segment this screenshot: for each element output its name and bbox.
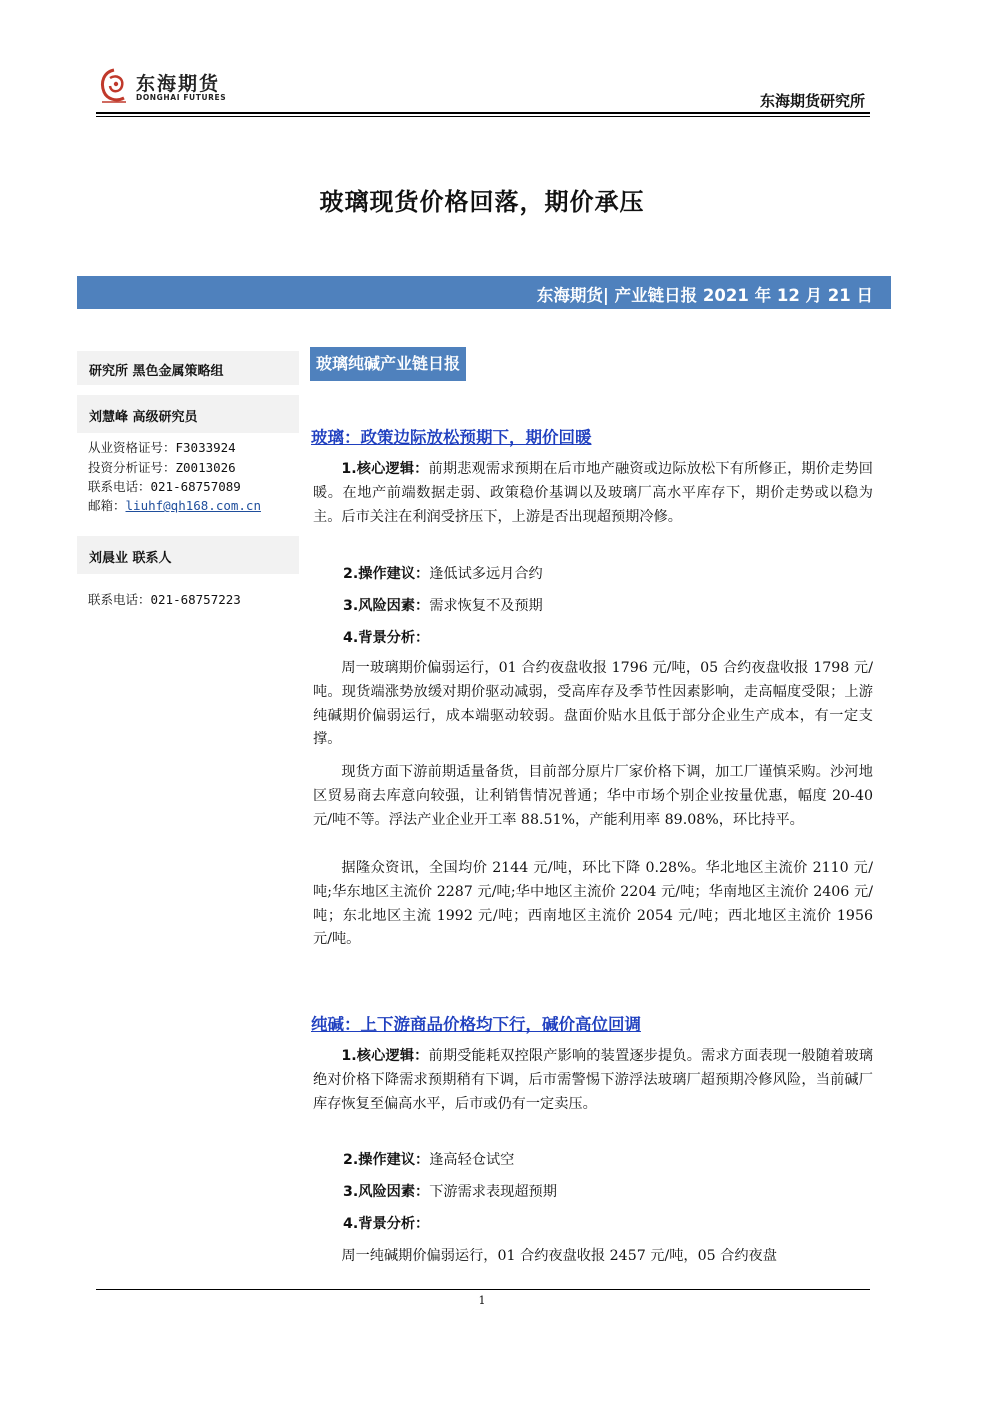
soda-risk-label: 3.风险因素： <box>343 1184 430 1200</box>
glass-heading[interactable]: 玻璃：政策边际放松预期下，期价回暖 <box>311 428 592 447</box>
soda-risk <box>343 1181 557 1201</box>
sidebar-analyst-box <box>77 395 299 433</box>
soda-core-logic <box>313 1045 873 1116</box>
glass-risk-label: 3.风险因素： <box>343 598 430 614</box>
soda-advice <box>343 1149 514 1169</box>
report-banner-text: 东海期货| 产业链日报 2021 年 12 月 21 日 <box>536 286 873 305</box>
sidebar-analyst-label: 刘慧峰 高级研究员 <box>89 410 198 425</box>
logo-text-en: DONGHAI FUTURES <box>136 93 227 102</box>
soda-bg-label: 4.背景分析： <box>343 1216 430 1232</box>
glass-risk-text: 需求恢复不及预期 <box>429 598 543 614</box>
soda-advice-text: 逢高轻仓试空 <box>429 1152 515 1168</box>
report-banner <box>77 276 891 309</box>
glass-risk <box>343 595 543 615</box>
contact-phone: 联系电话：021-68757223 <box>88 592 241 607</box>
sidebar-group-label: 研究所 黑色金属策略组 <box>89 364 224 379</box>
glass-logic-label: 1.核心逻辑： <box>341 461 429 477</box>
page-number: 1 <box>478 1294 486 1307</box>
section-tag-text: 玻璃纯碱产业链日报 <box>316 354 461 373</box>
glass-bg-paragraph-1: 周一玻璃期价偏弱运行，01 合约夜盘收报 1796 元/吨，05 合约夜盘收报 1798 元/吨。现货端涨势放缓对期价驱动减弱，受高库存及季节性因素影响，走高幅度受限；上游纯碱期价偏弱运行，成本端驱动较弱。盘面价贴水且低于部分企业生产成本，有一定支撑。 <box>313 660 873 748</box>
analyst-email-row <box>88 496 261 514</box>
email-link[interactable]: liuhf@qh168.com.cn <box>125 498 261 513</box>
analyst-investment-cert: 投资分析证号：Z0013026 <box>88 460 236 475</box>
header-divider <box>96 112 870 114</box>
glass-core-logic <box>313 458 873 529</box>
company-logo <box>96 66 296 112</box>
soda-logic-text: 前期受能耗双控限产影响的装置逐步提负。需求方面表现一般随着玻璃绝对价格下降需求预期稍有下调，后市需警惕下游浮法玻璃厂超预期冷修风险，当前碱厂库存恢复至偏高水平，后市或仍有一定卖压。 <box>313 1048 873 1112</box>
glass-bg-paragraph-2: 现货方面下游前期适量备货，目前部分原片厂家价格下调，加工厂谨慎采购。沙河地区贸易商去库意向较强，让利销售情况普通；华中市场个别企业按量优惠，幅度 20-40 元/吨不等。浮法产业企业开工率 88.51%，产能利用率 89.08%，环比持平。 <box>313 764 873 828</box>
soda-logic-label: 1.核心逻辑： <box>341 1048 429 1064</box>
glass-bg-paragraph-3: 据隆众资讯，全国均价 2144 元/吨，环比下降 0.28%。华北地区主流价 2110 元/吨;华东地区主流价 2287 元/吨;华中地区主流价 2204 元/吨；华南地区主流价 2406 元/吨；东北地区主流 1992 元/吨；西南地区主流价 2054 元/吨；西北地区主流价 1956 元/吨。 <box>313 860 873 948</box>
footer-divider <box>96 1289 870 1290</box>
analyst-qualification: 从业资格证号：F3033924 <box>88 440 236 455</box>
glass-bg-label: 4.背景分析： <box>343 630 430 646</box>
glass-advice-label: 2.操作建议： <box>343 566 430 582</box>
email-label: 邮箱： <box>88 498 126 513</box>
header-divider-thin <box>96 116 870 117</box>
glass-advice <box>343 563 543 583</box>
glass-advice-text: 逢低试多远月合约 <box>429 566 543 582</box>
dragon-logo-icon <box>96 66 132 106</box>
glass-background-label <box>343 627 429 647</box>
sidebar-group-box <box>77 351 299 385</box>
institute-name: 东海期货研究所 <box>759 92 865 110</box>
soda-heading[interactable]: 纯碱：上下游商品价格均下行，碱价高位回调 <box>311 1015 641 1034</box>
soda-bg-paragraph: 周一纯碱期价偏弱运行，01 合约夜盘收报 2457 元/吨，05 合约夜盘 <box>341 1248 777 1264</box>
glass-logic-text: 前期悲观需求预期在后市地产融资或边际放松下有所修正，期价走势回暖。在地产前端数据走弱、政策稳价基调以及玻璃厂高水平库存下，期价走势或以稳为主。后市关注在利润受挤压下，上游是否出现超预期冷修。 <box>313 461 873 525</box>
soda-background-label <box>343 1213 429 1233</box>
analyst-phone: 联系电话：021-68757089 <box>88 479 241 494</box>
document-title: 玻璃现货价格回落，期价承压 <box>319 188 645 216</box>
sidebar-contact-label: 刘晨业 联系人 <box>89 551 172 566</box>
soda-risk-text: 下游需求表现超预期 <box>429 1184 557 1200</box>
logo-text-cn: 东海期货 <box>136 73 221 95</box>
soda-advice-label: 2.操作建议： <box>343 1152 430 1168</box>
section-tag <box>310 347 466 381</box>
sidebar-contact-box <box>77 536 299 574</box>
